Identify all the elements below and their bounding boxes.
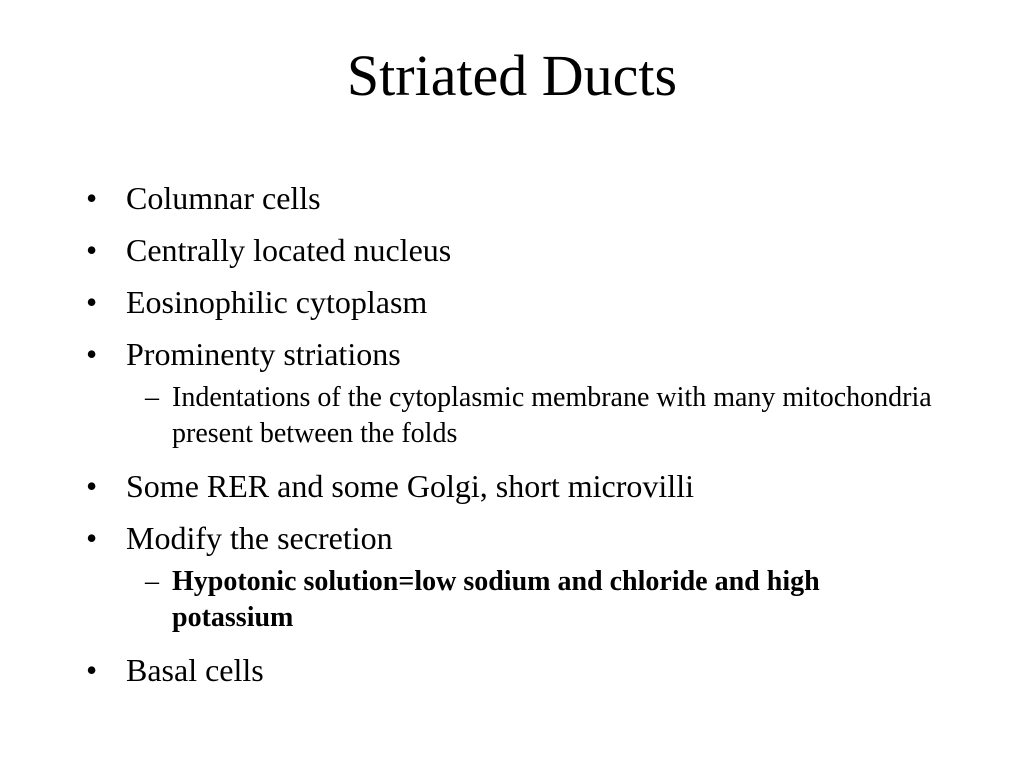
- bullet-item: [0, 224, 1024, 276]
- bullet-marker: •: [86, 520, 98, 556]
- bullet-marker: •: [86, 232, 98, 268]
- bullet-text: Some RER and some Golgi, short microvilli: [126, 468, 694, 504]
- bullet-item: [0, 276, 1024, 328]
- bullet-marker: •: [86, 468, 98, 504]
- sub-bullet-text: Indentations of the cytoplasmic membrane with many mitochondria present between the folds: [172, 382, 932, 449]
- bullet-text: Basal cells: [126, 652, 264, 688]
- bullet-marker: •: [86, 652, 98, 688]
- bullet-item: [0, 460, 1024, 512]
- slide-title: Striated Ducts: [346, 43, 678, 108]
- bullet-text: Prominenty striations: [126, 336, 401, 372]
- bullet-marker: •: [86, 180, 98, 216]
- bullet-list: [0, 172, 1024, 696]
- bullet-item: [0, 644, 1024, 696]
- bullet-item: [0, 328, 1024, 380]
- bullet-text: Eosinophilic cytoplasm: [126, 284, 428, 320]
- bullet-marker: •: [86, 336, 98, 372]
- dash-marker: –: [145, 382, 159, 413]
- bullet-text: Modify the secretion: [126, 520, 393, 556]
- bullet-item: [0, 512, 1024, 564]
- bullet-item: [0, 172, 1024, 224]
- dash-marker: –: [145, 566, 159, 597]
- sub-bullet-text: Hypotonic solution=low sodium and chloride and high potassium: [172, 566, 820, 633]
- sub-bullet-item: [0, 564, 1024, 636]
- bullet-text: Columnar cells: [126, 180, 321, 216]
- bullet-text: Centrally located nucleus: [126, 232, 452, 268]
- bullet-marker: •: [86, 284, 98, 320]
- sub-bullet-item: [0, 380, 1024, 452]
